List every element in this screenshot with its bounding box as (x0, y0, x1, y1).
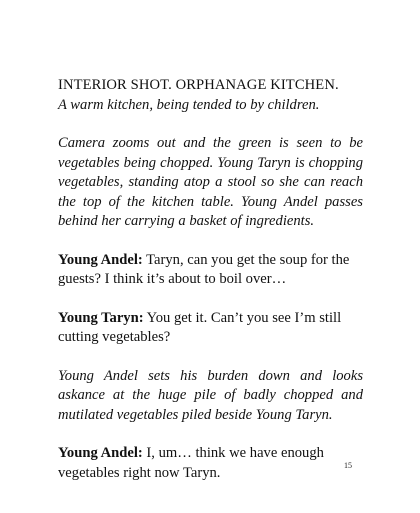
action-block: Young Andel sets his burden down and looks askance at the huge pile of badly chopped and mutilated vegetables piled beside Young Taryn. (58, 367, 363, 423)
speaker-name: Young Andel: (58, 445, 143, 461)
dialogue-text: I, um… think we have enough vegetables right now Taryn. (58, 445, 324, 481)
dialogue-block (58, 309, 363, 348)
script-page (58, 76, 363, 483)
dialogue-text: Taryn, can you get the soup for the guests? I think it’s about to boil over… (58, 251, 350, 287)
dialogue-block (58, 251, 363, 290)
scene-description: A warm kitchen, being tended to by children. (58, 96, 320, 113)
page-number: 15 (344, 461, 352, 470)
action-block: Camera zooms out and the green is seen to be vegetables being chopped. Young Taryn is chopping vegetables, standing atop a stool so she can reach the top of the kitchen table. Young Andel passes behind her carrying a basket of ingredients. (58, 135, 363, 229)
speaker-name: Young Taryn: (58, 309, 144, 326)
scene-heading: INTERIOR SHOT. ORPHANAGE KITCHEN. (58, 77, 339, 93)
speaker-name: Young Andel: (58, 251, 143, 268)
dialogue-text: You get it. Can’t you see I’m still cutting vegetables? (58, 309, 342, 345)
dialogue-block (58, 444, 363, 483)
